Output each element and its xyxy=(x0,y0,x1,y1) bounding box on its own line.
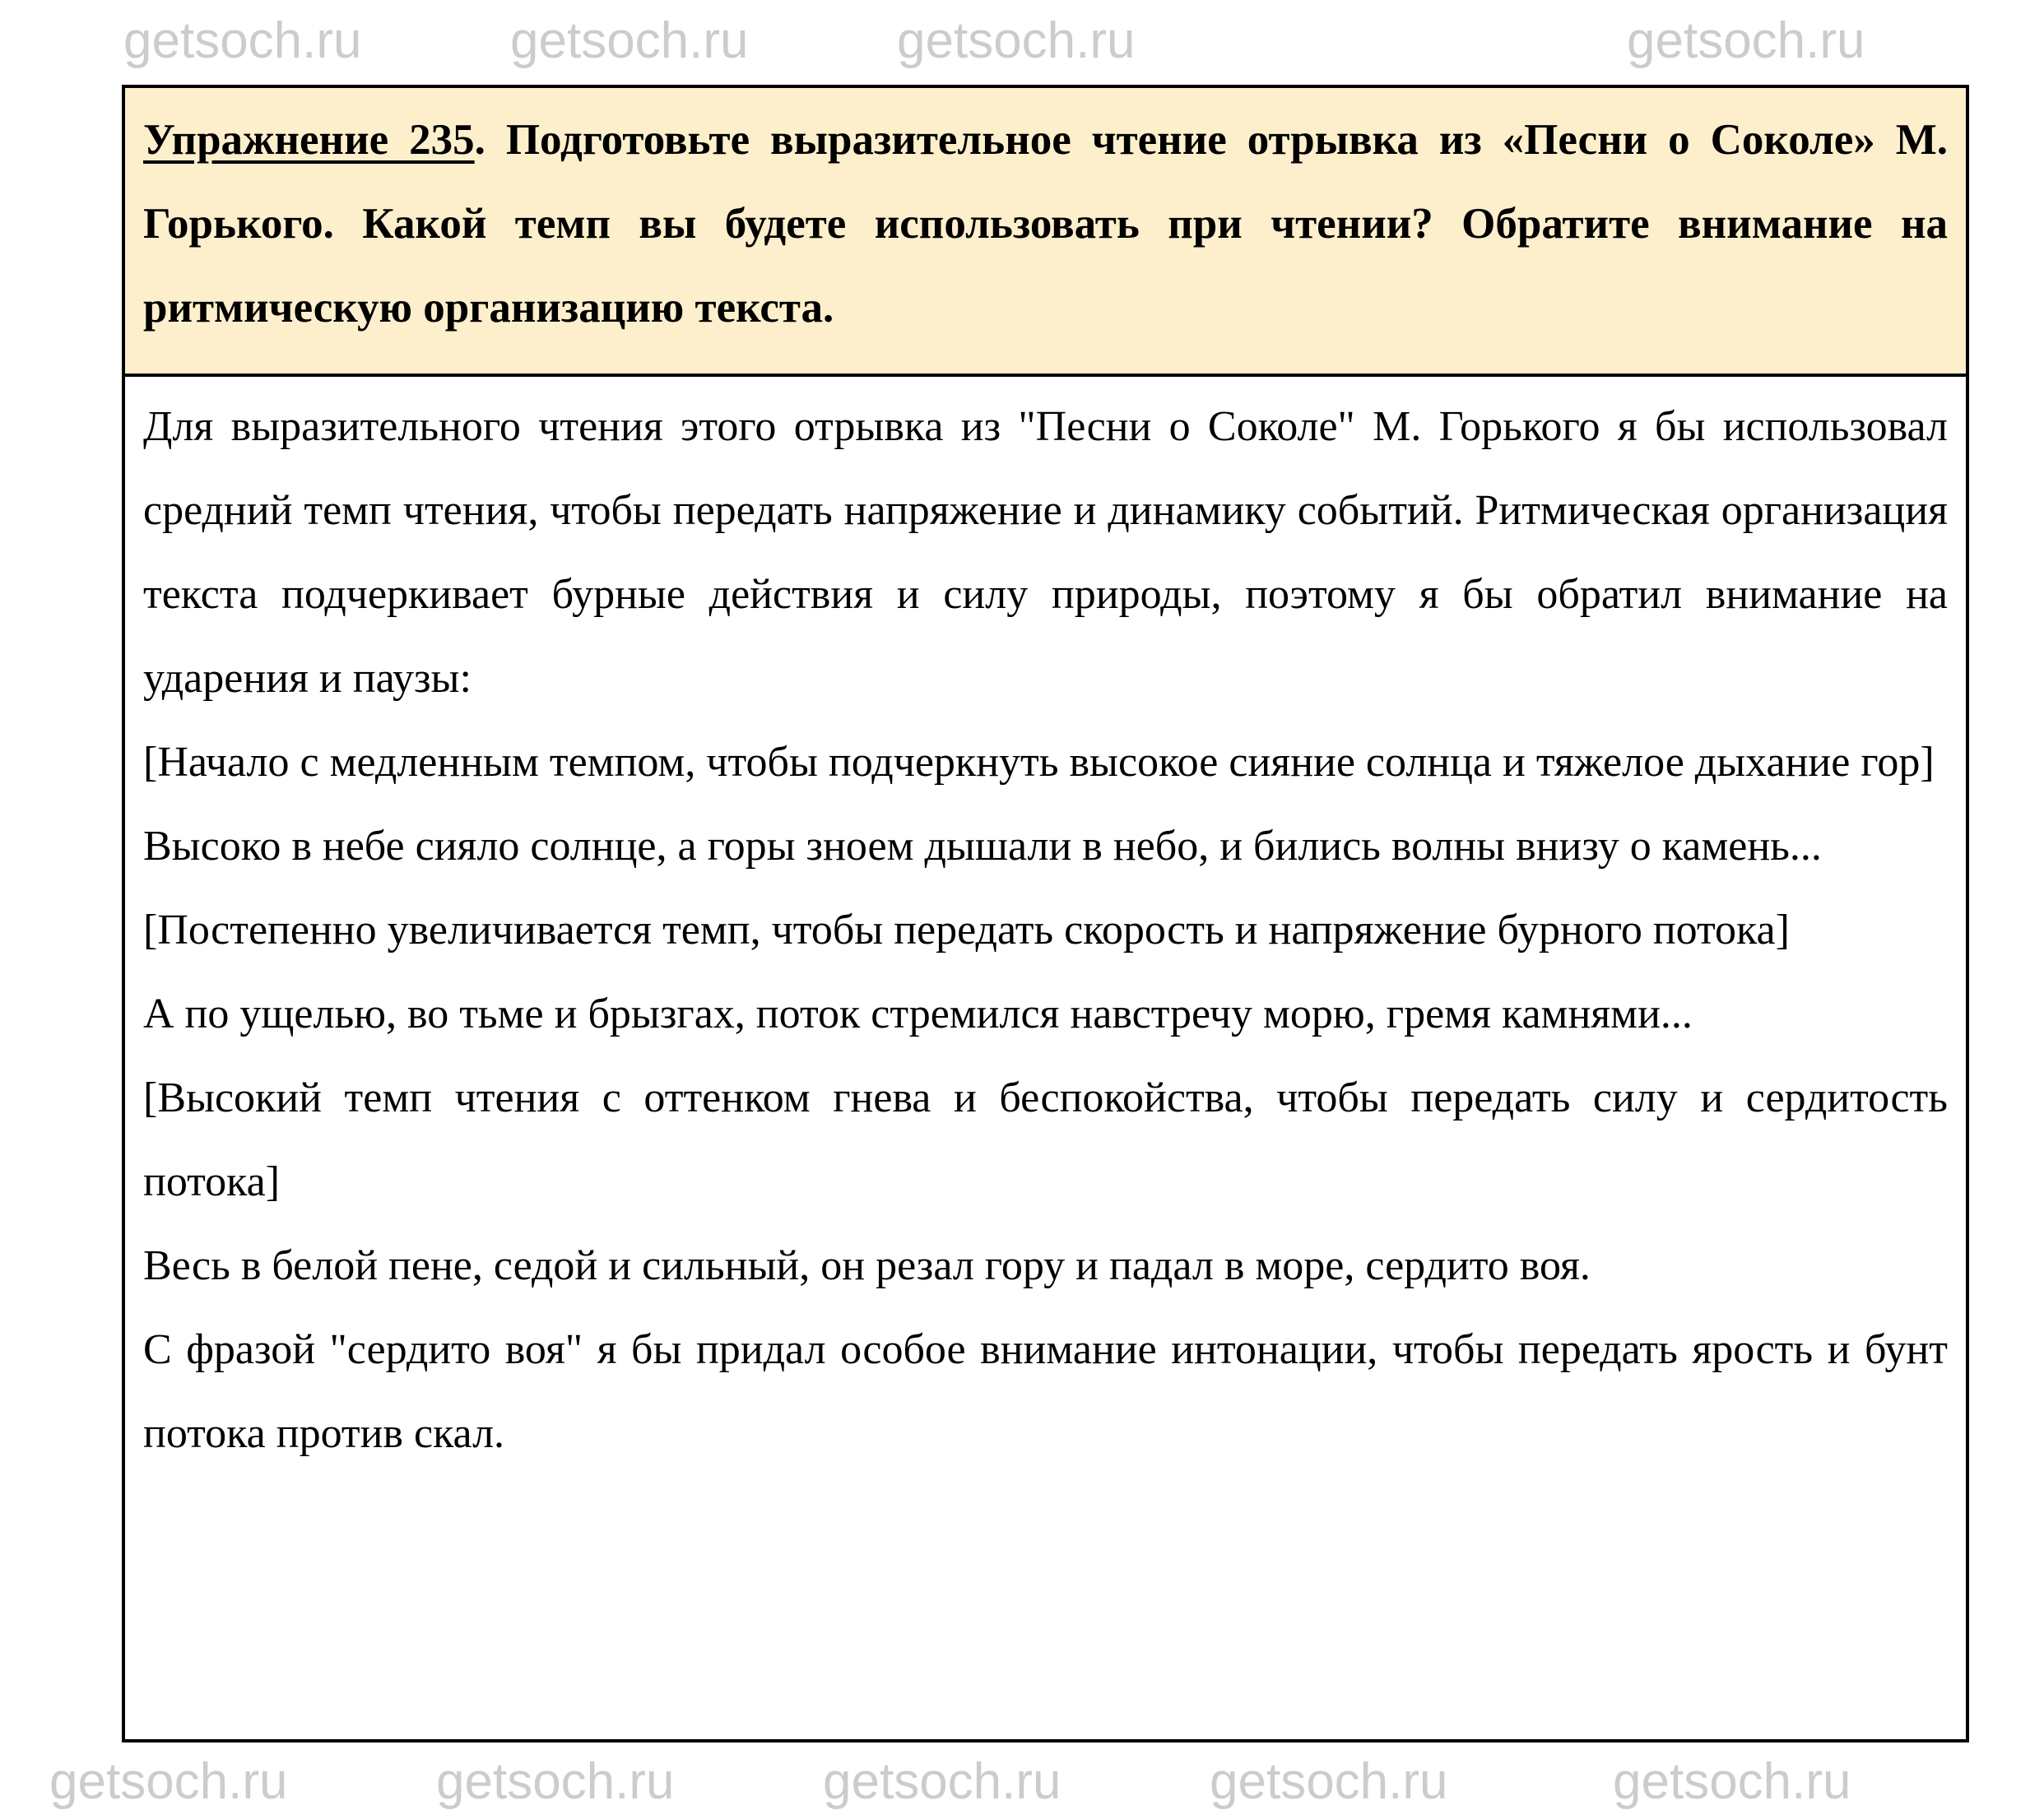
answer-paragraph: [Начало с медленным темпом, чтобы подчеркнуть высокое сияние солнца и тяжелое дыхание гор] xyxy=(143,739,1935,786)
answer-paragraph: А по ущелью, во тьме и брызгах, поток стремился навстречу морю, гремя камнями... xyxy=(143,991,1693,1037)
watermark: getsoch.ru xyxy=(823,1753,1061,1810)
task-header xyxy=(125,88,1966,377)
answer-paragraph: С фразой "сердито воя" я бы придал особое внимание интонации, чтобы передать ярость и бунт потока против скал. xyxy=(143,1326,1948,1457)
watermark: getsoch.ru xyxy=(49,1753,288,1810)
watermark: getsoch.ru xyxy=(510,12,749,69)
watermark: getsoch.ru xyxy=(1613,1753,1851,1810)
watermark: getsoch.ru xyxy=(436,1753,675,1810)
answer-paragraph: Высоко в небе сияло солнце, а горы зноем дышали в небо, и бились волны внизу о камень... xyxy=(143,823,1822,870)
watermark: getsoch.ru xyxy=(897,12,1136,69)
answer-paragraph: Для выразительного чтения этого отрывка из "Песни о Соколе" М. Горького я бы использовал средний темп чтения, чтобы передать напряжение и динамику событий. Ритмическая организация текста подчеркивает бурные действия и силу природы, поэтому я бы обратил внимание на ударения и паузы: xyxy=(143,403,1948,702)
task-text xyxy=(143,98,1948,350)
exercise-label: Упражнение 235 xyxy=(143,116,475,164)
task-question: . Подготовьте выразительное чтение отрывка из «Песни о Соколе» М. Горького. Какой темп вы будете использовать при чтении? Обратите внимание на ритмическую организацию текста. xyxy=(143,116,1948,332)
answer-paragraph: [Высокий темп чтения с оттенком гнева и беспокойства, чтобы передать силу и сердитость потока] xyxy=(143,1074,1948,1205)
answer-body xyxy=(125,377,1966,1476)
answer-paragraph: [Постепенно увеличивается темп, чтобы передать скорость и напряжение бурного потока] xyxy=(143,907,1790,954)
answer-paragraph: Весь в белой пене, седой и сильный, он резал гору и падал в море, сердито воя. xyxy=(143,1242,1591,1289)
watermark: getsoch.ru xyxy=(1627,12,1865,69)
exercise-box xyxy=(122,85,1969,1742)
watermark: getsoch.ru xyxy=(1210,1753,1448,1810)
watermark: getsoch.ru xyxy=(123,12,362,69)
